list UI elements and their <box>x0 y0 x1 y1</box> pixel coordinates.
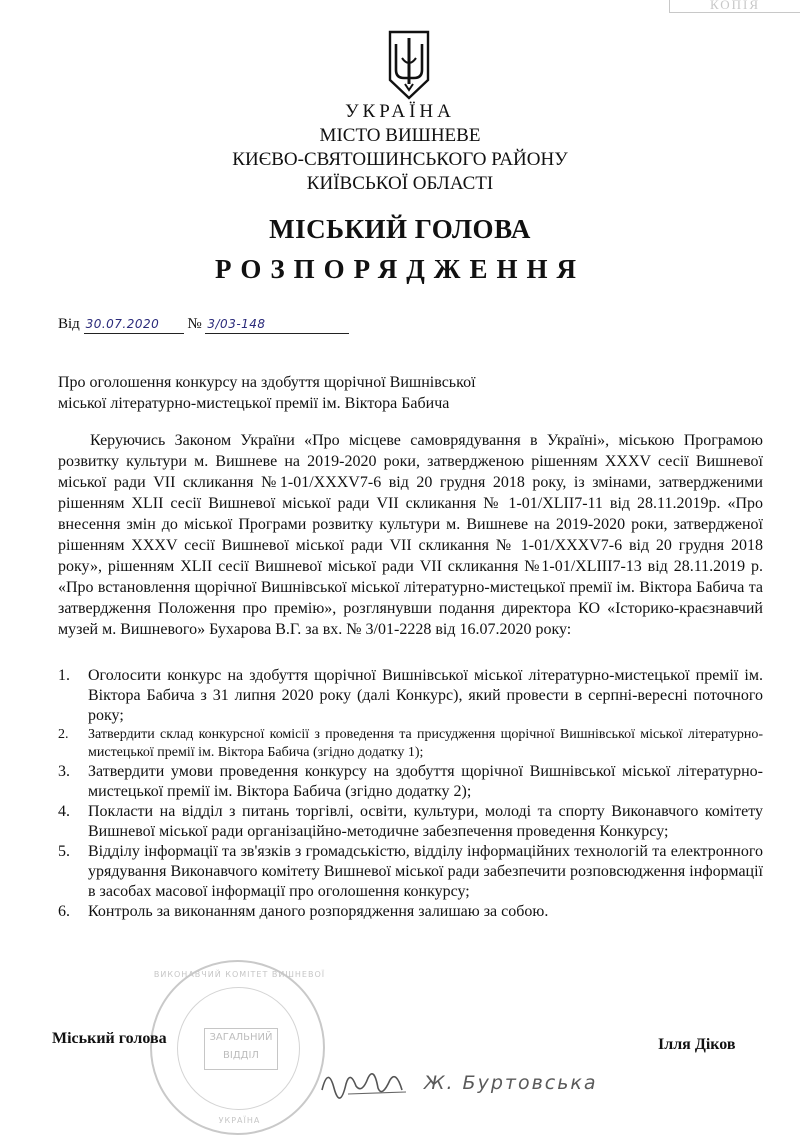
preamble-paragraph: Керуючись Законом України «Про місцеве самоврядування в Україні», міською Програмою розвитку культури м. Вишневе на 2019-2020 роки, затвердженою рішенням XXXV сесії Вишневої міської ради VII скликання №1-01/XXXV7-6 від 20 грудня 2018 року, із змінами, затвердженими рішенням XLII сесії Вишневої міської ради VII скликання № 1-01/XLII7-11 від 28.11.2019р. «Про внесення змін до міської Програми розвитку культури м. Вишневе на 2019-2020 роки, затвердженої рішенням XXXV сесії Вишневої міської ради VII скликання № 1-01/XXXV7-6 від 20 грудня 2018 року», рішенням XLII сесії Вишневої міської ради VII скликання №1-01/XLIII7-13 від 28.11.2019 р. «Про встановлення щорічної Вишнівської міської літературно-мистецької премії ім. Віктора Бабича та затвердження Положення про премію», розглянувши подання директора КО «Історико-краєзнавчий музей м. Вишневого» Бухарова В.Г. за вх. № 3/01-2228 від 16.07.2020 року: <box>58 432 763 638</box>
list-item <box>58 726 763 762</box>
list-item <box>58 666 763 726</box>
certified-copy-name: Ж. Буртовська <box>424 1072 598 1094</box>
seal-ring-bottom-text: УКРАЇНА <box>218 1116 261 1125</box>
item-text: Відділу інформації та зв'язків з громадськістю, відділу інформаційних технологій та електронного урядування Виконавчого комітету Вишневої міської ради забезпечити розповсюдження інформації в засобах масової інформації про оголошення конкурсу; <box>88 843 763 900</box>
copy-stamp: КОПІЯ <box>669 0 800 13</box>
item-text: Оголосити конкурс на здобуття щорічної Вишнівської міської літературно-мистецької премії ім. Віктора Бабича з 31 липня 2020 року (далі Конкурс), який провести в серпні-вересні поточного року; <box>88 667 763 724</box>
order-subject <box>58 372 476 414</box>
header-city: МІСТО ВИШНЕВЕ <box>319 125 481 146</box>
trident-emblem-icon <box>386 28 432 102</box>
seal-box-line-1: ЗАГАЛЬНИЙ <box>209 1032 273 1043</box>
item-number: 5. <box>58 843 70 860</box>
list-item <box>58 842 763 902</box>
subject-line-2: міської літературно-мистецької премії ім. Віктора Бабича <box>58 395 450 412</box>
item-text: Затвердити умови проведення конкурсу на здобуття щорічної Вишнівської міської літературно-мистецької премії ім. Віктора Бабича (згідно додатку 2); <box>88 763 763 800</box>
seal-box-line-2: ВІДДІЛ <box>223 1050 259 1061</box>
item-number: 6. <box>58 903 70 920</box>
subject-line-1: Про оголошення конкурсу на здобуття щорічної Вишнівської <box>58 374 476 391</box>
item-number: 1. <box>58 667 70 684</box>
signatory-role: Міський голова <box>52 1030 167 1047</box>
date-label: Від <box>58 316 80 332</box>
list-item <box>58 802 763 842</box>
list-item <box>58 902 763 922</box>
item-text: Затвердити склад конкурсної комісії з проведення та присудження щорічної Вишнівської міської літературно-мистецької премії ім. Віктора Бабича (згідно додатку 1); <box>88 727 763 760</box>
document-type-title: РОЗПОРЯДЖЕННЯ <box>214 254 586 284</box>
dateline <box>58 316 349 334</box>
item-number: 2. <box>58 727 69 742</box>
number-label: № <box>187 316 202 332</box>
header-country: УКРАЇНА <box>345 101 455 122</box>
date-field <box>84 316 184 334</box>
header-region: КИЇВСЬКОЇ ОБЛАСТІ <box>306 173 494 194</box>
seal-ring-top-text: ВИКОНАВЧИЙ КОМІТЕТ ВИШНЕВОЇ <box>153 970 326 979</box>
date-value: 30.07.2020 <box>85 317 160 331</box>
signatory-name: Ілля Діков <box>658 1036 736 1053</box>
number-field <box>205 316 349 334</box>
item-text: Покласти на відділ з питань торгівлі, освіти, культури, молоді та спорту Виконавчого комітету Вишневої міської ради організаційно-методичне забезпечення проведення Конкурсу; <box>88 803 763 840</box>
document-authority-title: МІСЬКИЙ ГОЛОВА <box>269 214 531 244</box>
list-item <box>58 762 763 802</box>
seal-department-box <box>204 1028 278 1070</box>
header-district: КИЄВО-СВЯТОШИНСЬКОГО РАЙОНУ <box>232 149 568 170</box>
item-number: 4. <box>58 803 70 820</box>
official-seal <box>150 960 325 1135</box>
order-items-list <box>58 666 763 922</box>
handwritten-signature-icon <box>318 1060 414 1102</box>
item-number: 3. <box>58 763 70 780</box>
item-text: Контроль за виконанням даного розпорядження залишаю за собою. <box>88 903 549 920</box>
number-value: 3/03-148 <box>207 317 266 331</box>
